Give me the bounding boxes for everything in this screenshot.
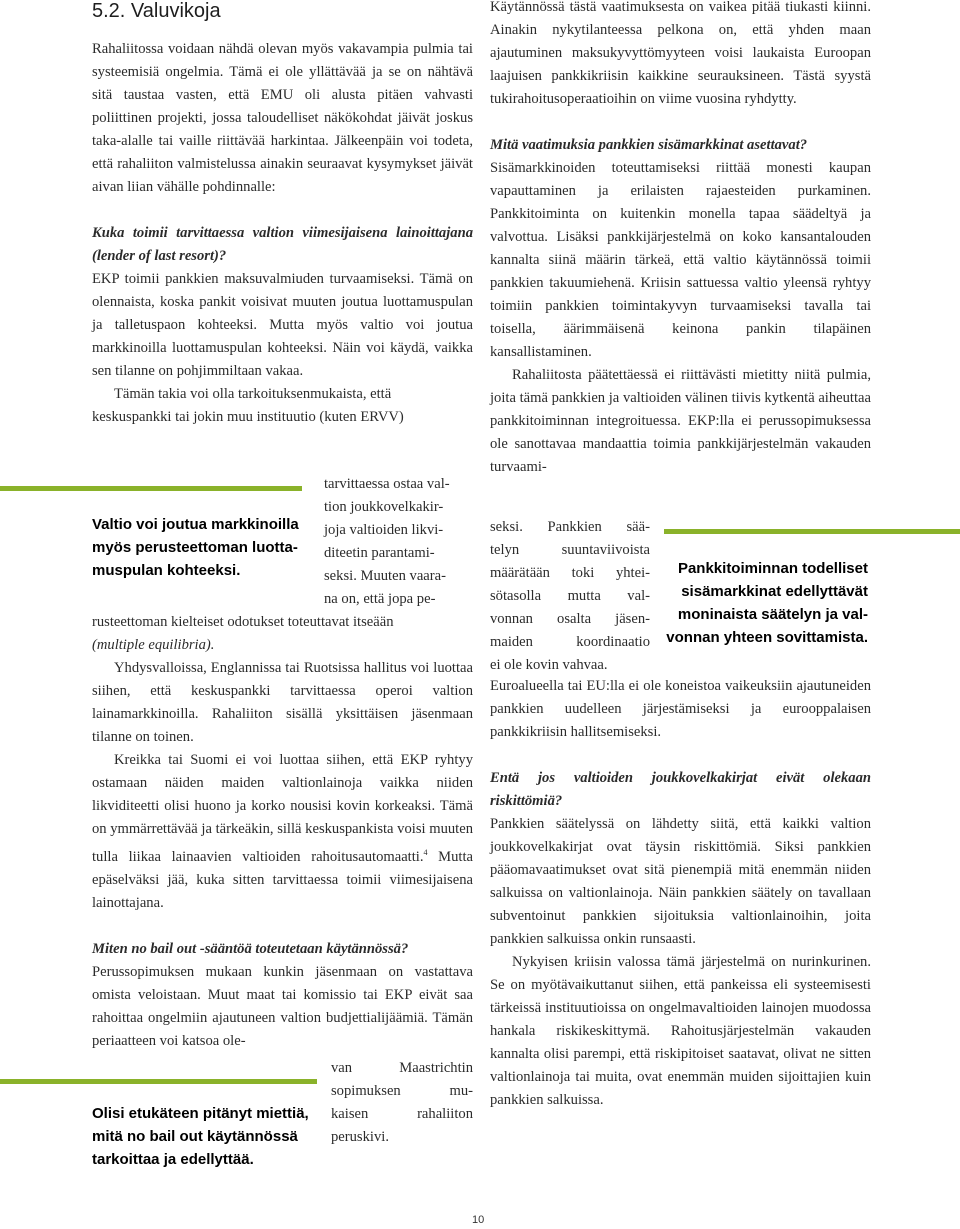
left-paragraph-4: Yhdysvalloissa, Englannissa tai Ruotsissa hallitus voi luottaa siihen, että keskuspankki tarvittaessa operoi valtion lainamarkkinoilla. Rahaliiton sisällä yksittäisen jäsenmaan tilanne on toinen. (92, 660, 473, 745)
left-paragraph-5-text: Kreikka tai Suomi ei voi luottaa siihen, että EKP ryhtyy ostamaan näiden maiden valtionlainoja vaikka niiden likviditeetti olisi huono ja korko nousisi kovin korkeaksi. Tämä on ymmärrettävää ja tärkeäkin, sillä keskuspankista voisi muuten tulla liikaa lainaavien valtioiden rahoitusautomaatti. (92, 752, 473, 865)
left-question-2: Miten no bail out -sääntöä toteutetaan käytännössä? (92, 940, 409, 957)
right-column-bottom (490, 675, 871, 1112)
pullquote-line: mitä no bail out käytännössä (92, 1128, 298, 1145)
left-narrow-column-1 (324, 473, 473, 611)
right-paragraph-3-end: Euroalueella tai EU:lla ei ole koneistoa vaikeuksiin ajautuneiden pankkien uudelleen järjestämiseksi ja eurooppalaisen pankkikriisin hallitsemiseksi. (490, 678, 871, 740)
left-paragraph-5-end: Mutta epäselväksi jää, kuka sitten tarvittaessa toimii viimesijaisena lainottajana. (92, 848, 473, 911)
left-paragraph-3-end: rusteettoman kielteiset odotukset toteuttavat itseään (92, 614, 394, 630)
right-column-top (490, 0, 871, 479)
pullquote-line: Valtio voi joutua markkinoilla (92, 516, 299, 533)
left-paragraph-1: Rahaliitossa voidaan nähdä olevan myös vakavampia pulmia tai systeemisiä ongelmia. Tämä ei ole yllättävää ja se on nähtävä sitä taustaa vasten, että EMU oli alusta pitäen vahvasti poliittinen projekti, jossa taloudelliset näkökohdat jäivät joskus taka-alalle tai vaille riittävää harkintaa. Jälkeenpäin voi todeta, että rahaliiton valmistelussa ainakin seuraavat kysymykset jäivät aivan liian vähälle pohdinnalle: (92, 41, 473, 195)
right-paragraph-4: Pankkien säätelyssä on lähdetty siitä, että kaikki valtion joukkovelkakirjat ovat täysin riskittömiä. Siksi pankkien pääomavaatimukset ovat sitä pienempiä mitä enemmän niiden salkuissa on valtionlainoja. Näin pankkien säätely on tavallaan subventoinut pankkien sijoituksia valtionlainoihin, joita pankkien salkuissa onkin runsaasti. (490, 816, 871, 947)
page-number: 10 (472, 1214, 485, 1226)
right-paragraph-3: Rahaliitosta päätettäessä ei riittävästi mietitty niitä pulmia, joita tämä pankkien ja valtioiden välinen tiivis kytkentä aiheuttaa pankkitoiminnan integroituessa. EKP:lla ei perussopimuksessa ole sanottavaa mandaattia toimia pankkijärjestelmän vakauden turvaami- (490, 367, 871, 475)
left-paragraph-5 (92, 749, 473, 915)
pullquote-2 (92, 1102, 322, 1171)
pullquote-line: sisämarkkinat edellyttävät (681, 583, 868, 600)
left-question-1: Kuka toimii tarvittaessa valtion viimesijaisena lainoittajana (lender of last resort)? (92, 225, 473, 264)
left-narrow-line: joja valtioiden likvi- (324, 522, 444, 538)
pullquote-line: myös perusteettoman luotta- (92, 539, 298, 556)
left-narrow-line: tarvittaessa ostaa val- (324, 476, 450, 492)
pullquote-line: Pankkitoiminnan todelliset (677, 560, 868, 577)
pullquote-accent-bar (664, 529, 960, 534)
pullquote-1 (92, 513, 317, 582)
right-paragraph-1: Käytännössä tästä vaatimuksesta on vaikea pitää tiukasti kiinni. Ainakin nykytilanteessa pelkona on, että yhden maan ajautuminen maksukyvyttömyyteen voisi laukaista Euroopan laajuisen pankkikriisin kaikkine seurauksineen. Tästä syystä tukirahoitusoperaatioihin on viime vuosina ryhdytty. (490, 0, 871, 107)
right-question-2: Entä jos valtioiden joukkovelkakirjat eivät olekaan riskittömiä? (490, 770, 871, 809)
left-narrow-line: tion joukkovelkakir- (324, 499, 444, 515)
left-narrow-line: seksi. Muuten vaara- (324, 568, 446, 584)
right-paragraph-2: Sisämarkkinoiden toteuttamiseksi riittää monesti kaupan vapauttaminen ja erilaisten rajaesteiden purkaminen. Pankkitoiminta on kuitenkin monella tapaa säädeltyä ja valvottua. Lisäksi pankkijärjestelmä on koko kansantalouden kannalta siinä määrin tärkeä, että valtio käytännössä toimii pankkien takuumiehenä. Kriisin sattuessa valtio yleensä ryhtyy toimiin pankkien toimintakyvyn turvaamiseksi tavalla tai toisella, äärimmäisenä keinona pankin tilapäinen kansallistaminen. (490, 160, 871, 360)
left-narrow-column-2 (331, 1057, 473, 1149)
left-narrow-line: sopimuksen mu- (331, 1083, 473, 1099)
pullquote-3 (664, 557, 868, 649)
pullquote-accent-bar (0, 486, 302, 491)
right-narrow-line: telyn suuntaviivoista (490, 542, 650, 558)
pullquote-accent-bar (0, 1079, 317, 1084)
left-narrow-line: diteetin parantami- (324, 545, 435, 561)
right-question-1: Mitä vaatimuksia pankkien sisämarkkinat asettavat? (490, 137, 808, 153)
left-paragraph-3-line-2: keskuspankki tai jokin muu instituutio (kuten ERVV) (92, 409, 404, 425)
right-narrow-line: määrätään toki yhtei- (490, 565, 650, 581)
pullquote-line: moninaista säätelyn ja val- (677, 606, 868, 623)
left-column-top (92, 38, 473, 429)
right-narrow-column (490, 516, 650, 677)
left-narrow-line: na on, että jopa pe- (324, 591, 436, 607)
pullquote-line: muspulan kohteeksi. (92, 562, 241, 579)
right-paragraph-5: Nykyisen kriisin valossa tämä järjestelmä on nurinkurinen. Se on myötävaikuttanut siihen, että pankeissa eli systeemisesti tärkeissä instituutioissa on ongelmavaltioiden lainojen muodossa hankala riskikeskittymä. Rahoitusjärjestelmän vakauden kannalta olisi parempi, että riskipitoiset saatavat, olivat ne sitten valtionlainoja tai muita, ovat enemmän muiden sijoittajien kuin pankkien salkuissa. (490, 954, 871, 1108)
pullquote-line: tarkoittaa ja edellyttää. (92, 1151, 254, 1168)
left-narrow-line: kaisen rahaliiton (331, 1106, 473, 1122)
left-paragraph-3-line-1: Tämän takia voi olla tarkoituksenmukaista, että (114, 386, 392, 402)
section-title: 5.2. Valuvikoja (92, 0, 221, 22)
pullquote-line: Olisi etukäteen pitänyt miettiä, (92, 1105, 309, 1122)
footnote-marker: 4 (423, 848, 428, 857)
left-italic-term: (multiple equilibria). (92, 637, 215, 653)
pullquote-line: vonnan yhteen sovittamista. (666, 629, 868, 646)
right-narrow-line: maiden koordinaatio (490, 634, 650, 650)
left-column-middle (92, 611, 473, 1053)
left-paragraph-6: Perussopimuksen mukaan kunkin jäsenmaan on vastattava omista veloistaan. Muut maat tai komissio tai EKP eivät saa rahoittaa ongelmiin ajautuneen valtion budjettialijäämiä. Tämän periaatteen voi katsoa ole- (92, 963, 473, 1049)
right-narrow-line: vonnan osalta jäsen- (490, 611, 650, 627)
left-narrow-line: peruskivi. (331, 1129, 389, 1145)
right-narrow-line: sötasolla mutta val- (490, 588, 650, 604)
right-narrow-line: ei ole kovin vahvaa. (490, 657, 608, 673)
left-narrow-line: van Maastrichtin (331, 1060, 473, 1076)
right-narrow-line: seksi. Pankkien sää- (490, 519, 650, 535)
left-paragraph-2: EKP toimii pankkien maksuvalmiuden turvaamiseksi. Tämä on olennaista, koska pankit voisivat muuten joutua luottamuspulan ja talletuspaon kohteeksi. Mutta myös valtio voi joutua markkinoilla luottamuspulan kohteeksi. Näin voi käydä, vaikka sen tilanne on pohjimmiltaan vakaa. (92, 271, 473, 379)
